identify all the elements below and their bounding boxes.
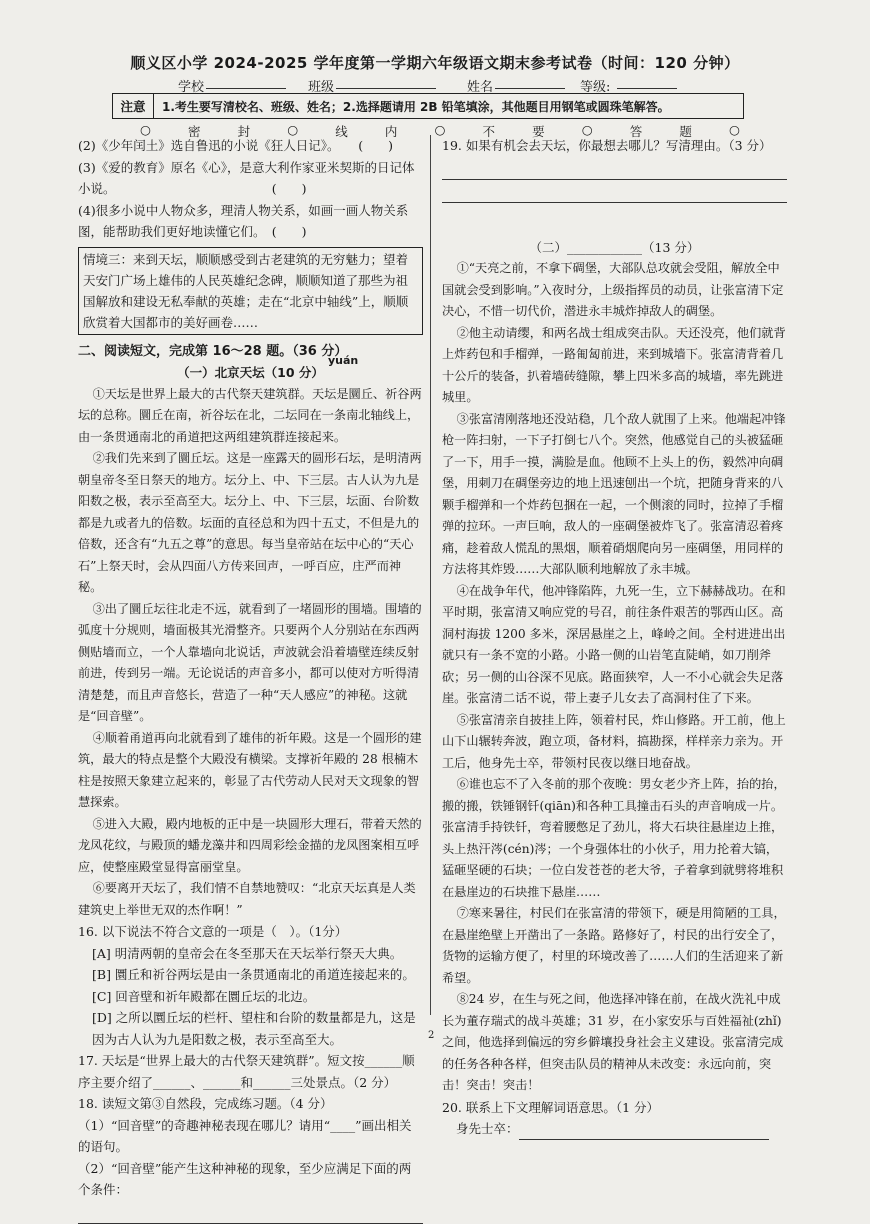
notice-tag: 注意 [113, 94, 154, 118]
passage2-para-1: ①“天亮之前，不拿下碉堡，大部队总攻就会受阻，解放全中国就会受到影响。”入夜时分，上级指挥员的动员，让张富清下定决心，不惜一切代价，潜进永丰城炸掉敌人的碉堡。 [442, 261, 784, 318]
grade-blank[interactable] [617, 76, 677, 89]
q16-option-a[interactable]: [A] 明清两朝的皇帝会在冬至那天在天坛举行祭天大典。 [92, 945, 403, 961]
passage1-para-4: ④顺着甬道再向北就看到了雄伟的祈年殿。这是一个圆形的建筑，最大的特点是整个大殿没有横梁。支撑祈年殿的 28 根楠木柱是按照天象建立起来的，彰显了古代劳动人民对天文现象的智慧探索。 [78, 730, 422, 809]
passage2-para-5: ⑤张富清亲自披挂上阵，领着村民，炸山修路。开工前，他上山下山辗转奔波，跑立项，备材料，搞勘探，样样亲力亲为。开工后，他身先士卒，带领村民夜以继日地奋战。 [442, 712, 786, 770]
pinyin-annotation: yuán [328, 354, 359, 367]
q19-stem: 19. 如果有机会去天坛，你最想去哪儿？写清理由。（3 分） [442, 138, 772, 153]
section-two-heading: 二、阅读短文，完成第 16～28 题。（36 分） [78, 343, 348, 359]
name-blank[interactable] [495, 76, 565, 89]
school-blank[interactable] [206, 76, 286, 89]
q20-word: 身先士卒： [456, 1121, 519, 1136]
q16-option-c[interactable]: [C] 回音壁和祈年殿都在圜丘坛的北边。 [92, 988, 316, 1004]
grade-label: 等级: [580, 80, 611, 95]
passage2-title: （二）____________（13 分） [529, 239, 700, 255]
passage1-para-2: ②我们先来到了圜丘坛。这是一座露天的圆形石坛，是明清两朝皇帝冬至日祭天的地方。坛分上、中、下三层。古人认为九是阳数之极，表示至高至大。坛分上、中、下三层，坛面、台阶数都是九或者九的倍数。坛面的直径总和为四十五丈，不但是九的倍数，还含有“九五之尊”的意思。每当皇帝站在坛中心的“天心石”上祭天时，会从四面八方传来回声，一呼百应，庄严而神秘。 [78, 451, 422, 594]
notice-text: 1.考生要写清校名、班级、姓名；2.选择题请用 2B 铅笔填涂，其他题目用钢笔或圆珠笔解答。 [162, 99, 670, 114]
q18-answer-line[interactable] [78, 1201, 423, 1224]
context-box: 情境三：来到天坛，顺顺感受到古老建筑的无穷魅力；望着天安门广场上雄伟的人民英雄纪念碑，顺顺知道了那些为祖国解放和建设无私奉献的英雄；走在“北京中轴线”上，顺顺欣赏着大国都市的美好画卷…… [78, 247, 423, 335]
left-column [78, 135, 423, 1224]
q19-answer-line-2[interactable] [442, 180, 787, 203]
seal-line: ○ 密 封 ○ 线 内 ○ 不 要 ○ 答 题 ○ [140, 122, 740, 139]
passage2-para-7: ⑦寒来暑往，村民们在张富清的带领下，硬是用简陋的工具，在悬崖绝壁上开凿出了一条路。路修好了，村民的出行安全了，货物的运输方便了，村里的环境改善了……人们的生活迎来了新希望。 [442, 906, 786, 985]
exam-title: 顺义区小学 2024-2025 学年度第一学期六年级语文期末参考试卷（时间：120 分钟） [130, 54, 740, 72]
q16-stem: 16. 以下说法不符合文意的一项是（ ）。（1分） [78, 924, 348, 939]
school-label: 学校 [178, 80, 205, 95]
q15-item-3: (3)《爱的教育》原名《心》，是意大利作家亚米契斯的日记体小说。 ( ) [78, 159, 415, 196]
name-label: 姓名 [467, 80, 494, 95]
q18-part-2: （2）“回音壁”能产生这种神秘的现象，至少应满足下面的两个条件： [78, 1160, 412, 1197]
q15-item-2: (2)《少年闰土》选自鲁迅的小说《狂人日记》。 ( ) [78, 138, 393, 153]
q17-stem: 17. 天坛是“世界上最大的古代祭天建筑群”。短文按______顺序主要介绍了______、______和______三处景点。（2 分） [78, 1053, 415, 1090]
column-divider [430, 135, 431, 1015]
passage1-para-6: ⑥要离开天坛了，我们情不自禁地赞叹：“北京天坛真是人类建筑史上举世无双的杰作啊！” [78, 881, 416, 917]
q18-part-1: （1）“回音壁”的奇趣神秘表现在哪儿？请用“____”画出相关的语句。 [78, 1117, 412, 1154]
passage2-para-8: ⑧24 岁，在生与死之间，他选择冲锋在前，在战火洗礼中成长为董存瑞式的战斗英雄；31 岁，在小家安乐与百姓福祉(zhǐ)之间，他选择到偏远的穷乡僻壤投身社会主义建设。张富清完成的任务各种各样，但突击队员的精神从未改变：永远向前，突击！突击！突击！ [442, 992, 784, 1092]
passage2-para-4: ④在战争年代，他冲锋陷阵，九死一生，立下赫赫战功。在和平时期，张富清又响应党的号召，前往条件艰苦的鄂西山区。高洞村海拔 1200 多米，深居悬崖之上，峰岭之间。全村进进出出就只有一条不宽的小路。小路一侧的山岩笔直陡峭，如刀削斧砍；另一侧的山谷深不见底。路面狭窄，人一不小心就会失足落崖。张富清二话不说，带上妻子儿女去了高洞村住了下来。 [442, 583, 786, 705]
q18-stem: 18. 读短文第③自然段，完成练习题。（4 分） [78, 1096, 333, 1111]
passage2-para-6: ⑥谁也忘不了入冬前的那个夜晚：男女老少齐上阵，抬的抬，搬的搬，铁锤钢钎(qiān)和各种工具撞击石头的声音响成一片。张富清手持铁钎，弯着腰憋足了劲儿，将大石块往悬崖边上推，头上热汗涔(cén)涔；一个身强体壮的小伙子，用力抡着大镐，猛砸坚硬的石块；一位白发苍苍的老大爷，子着拿到就劈将堆积在悬崖边的石块推下悬崖…… [442, 777, 786, 899]
passage1-para-3: ③出了圜丘坛往北走不远，就看到了一堵圆形的围墙。围墙的弧度十分规则，墙面极其光滑整齐。只要两个人分别站在东西两侧贴墙而立，一个人靠墙向北说话，声波就会沿着墙壁连续反射前进，传到另一端。无论说话的声音多小，都可以使对方听得清清楚楚，而且声音悠长，营造了一种“天人感应”的神秘。这就是“回音壁”。 [78, 601, 422, 723]
passage2-para-2: ②他主动请缨，和两名战士组成突击队。天还没亮，他们就背上炸药包和手榴弹，一路匍匐前进，来到城墙下。张富清背着几十公斤的装备，扒着墙砖缝隙，攀上四米多高的城墙，率先跳进城里。 [442, 325, 786, 404]
class-blank[interactable] [336, 76, 436, 89]
q16-option-d[interactable]: [D] 之所以圜丘坛的栏杆、望柱和台阶的数量都是九，这是因为古人认为九是阳数之极，表示至高至大。 [92, 1010, 416, 1047]
passage1-title: （一）北京天坛（10 分） yuán [78, 362, 423, 384]
passage1-para-5: ⑤进入大殿，殿内地板的正中是一块圆形大理石，带着天然的龙凤花纹，与殿顶的蟠龙藻井和四周彩绘金描的龙凤图案相互呼应，使整座殿堂显得富丽堂皇。 [78, 816, 422, 874]
q16-option-b[interactable]: [B] 圜丘和祈谷两坛是由一条贯通南北的甬道连接起来的。 [92, 967, 415, 982]
passage1-para-1: ①天坛是世界上最大的古代祭天建筑群。天坛是圜丘、祈谷两坛的总称。圜丘在南，祈谷坛在北，二坛同在一条南北轴线上，由一条贯通南北的甬道把这两组建筑群连接起来。 [78, 386, 422, 444]
q15-item-4: (4)很多小说中人物众多，理清人物关系，如画一画人物关系图，能帮助我们更好地读懂它们。 ( ) [78, 202, 409, 239]
right-column [442, 135, 787, 1140]
q20-stem: 20. 联系上下文理解词语意思。（1 分） [442, 1099, 660, 1115]
page-number: 2 [428, 1030, 435, 1041]
notice-box [112, 93, 744, 119]
passage2-para-3: ③张富清刚落地还没站稳，几个敌人就围了上来。他端起冲锋枪一阵扫射，一下子打倒七八个。突然，他感觉自己的头被猛砸了一下，用手一摸，满脸是血。他顾不上头上的伤，毅然冲向碉堡，用刺刀在碉堡旁边的地上迅速刨出一个坑，把随身背来的八颗手榴弹和一个炸药包捆在一起，一个侧滚的同时，拉掉了手榴弹的拉环。一声巨响，敌人的一座碉堡被炸飞了。张富清忍着疼痛，趁着敌人慌乱的黑烟，顺着硝烟爬向另一座碉堡，用同样的方法将其炸毁……大部队顺利地解放了永丰城。 [442, 411, 786, 576]
q19-answer-line-1[interactable] [442, 157, 787, 180]
class-label: 班级 [308, 80, 335, 95]
q20-answer-line[interactable] [519, 1123, 769, 1140]
